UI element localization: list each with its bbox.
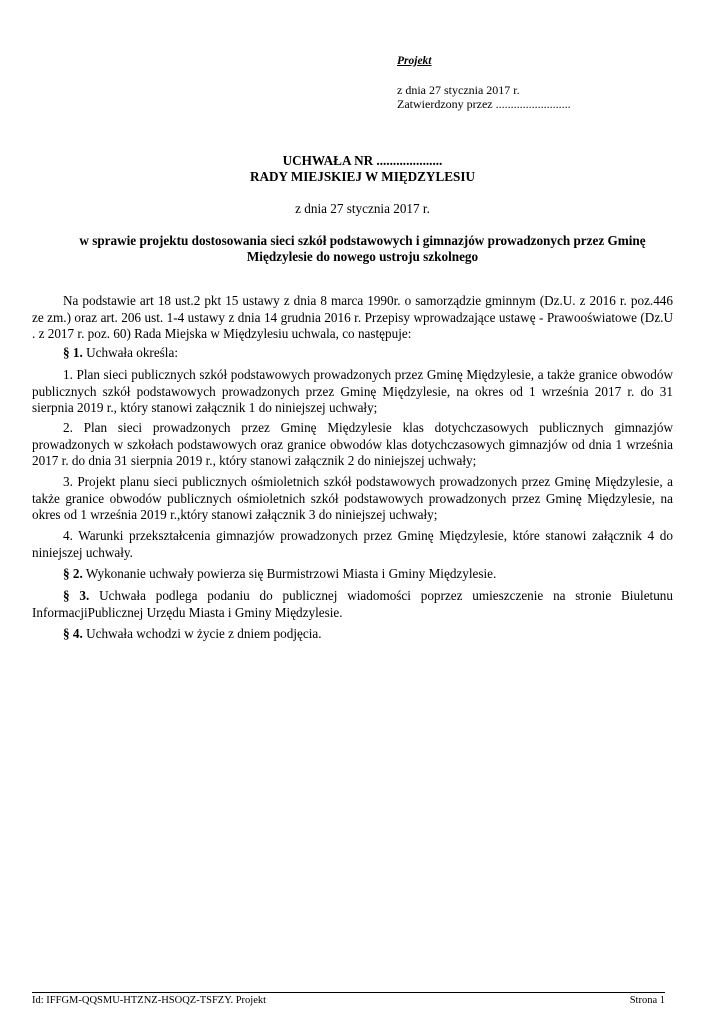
- item-3: 3. Projekt planu sieci publicznych ośmioletnich szkół podstawowych prowadzonych przez Gminę Międzylesie, a także granice obwodów publicznych ośmioletnich szkół podstawowych prowadzonych przez Gminę Międzylesie, na okres od 1 września 2019 r.,który stanowi załącznik 3 do niniejszej uchwały;: [32, 474, 673, 522]
- item-4: 4. Warunki przekształcenia gimnazjów prowadzonych przez Gminę Międzylesie, które stanowi załącznik 4 do niniejszej uchwały.: [32, 528, 673, 560]
- section-2-label: § 2.: [63, 566, 83, 581]
- section-4-text: Uchwała wchodzi w życie z dniem podjęcia.: [82, 626, 322, 641]
- section-1-text: Uchwała określa:: [82, 345, 178, 360]
- section-4-label: § 4.: [63, 626, 83, 641]
- section-3-text: Uchwała podlega podaniu do publicznej wiadomości poprzez umieszczenie na stronie Biuletunu InformacjiPublicznej Urzędu Miasta i Gminy Międzylesie.: [32, 588, 673, 620]
- resolution-date: z dnia 27 stycznia 2017 r.: [295, 201, 430, 216]
- preamble: Na podstawie art 18 ust.2 pkt 15 ustawy z dnia 8 marca 1990r. o samorządzie gminnym (Dz.U. z 2016 r. poz.446 ze zm.) oraz art. 206 ust. 1-4 ustawy z dnia 14 grudnia 2016 r. Przepisy wprowadzające ustawę - Prawooświatowe (Dz.U . z 2017 r. poz. 60) Rada Miejska w Międzylesiu uchwala, co następuje:: [32, 293, 673, 341]
- item-2: 2. Plan sieci prowadzonych przez Gminę Międzylesie klas dotychczasowych publicznych gimnazjów prowadzonych w szkołach podstawowych oraz granice obwodów klas dotychczasowych gimnazjów od dnia 1 września 2017 r. do dnia 31 sierpnia 2019 r., który stanowi załącznik 2 do niniejszej uchwały;: [32, 420, 673, 468]
- projekt-label: Projekt: [397, 55, 432, 67]
- section-3-label: § 3.: [63, 588, 90, 603]
- subject-line-2: Międzylesie do nowego ustroju szkolnego: [246, 249, 479, 264]
- section-4: [63, 626, 322, 643]
- section-2: [63, 566, 496, 583]
- section-2-text: Wykonanie uchwały powierza się Burmistrzowi Miasta i Gminy Międzylesie.: [82, 566, 497, 581]
- document-id: Id: IFFGM-QQSMU-HTZNZ-HSOQZ-TSFZY. Projekt: [32, 995, 267, 1006]
- subject-line-1: w sprawie projektu dostosowania sieci szkół podstawowych i gimnazjów prowadzonych przez Gminę: [79, 233, 646, 248]
- section-1-label: § 1.: [63, 345, 83, 360]
- section-3: [32, 588, 673, 621]
- council-name: RADY MIEJSKIEJ W MIĘDZYLESIU: [249, 169, 476, 184]
- item-1: 1. Plan sieci publicznych szkół podstawowych prowadzonych przez Gminę Międzylesie, a także granice obwodów publicznych szkół podstawowych prowadzonych przez Gminę Międzylesie, na okres od 1 września 2017 r. do 31 sierpnia 2019 r., który stanowi załącznik 1 do niniejszej uchwały;: [32, 367, 673, 415]
- header-approved: Zatwierdzony przez .........................: [397, 97, 571, 111]
- footer-divider: [32, 992, 665, 993]
- header-date: z dnia 27 stycznia 2017 r.: [397, 83, 520, 97]
- section-1: [63, 345, 178, 362]
- resolution-number: UCHWAŁA NR ....................: [282, 153, 443, 168]
- page-number: Strona 1: [629, 995, 665, 1006]
